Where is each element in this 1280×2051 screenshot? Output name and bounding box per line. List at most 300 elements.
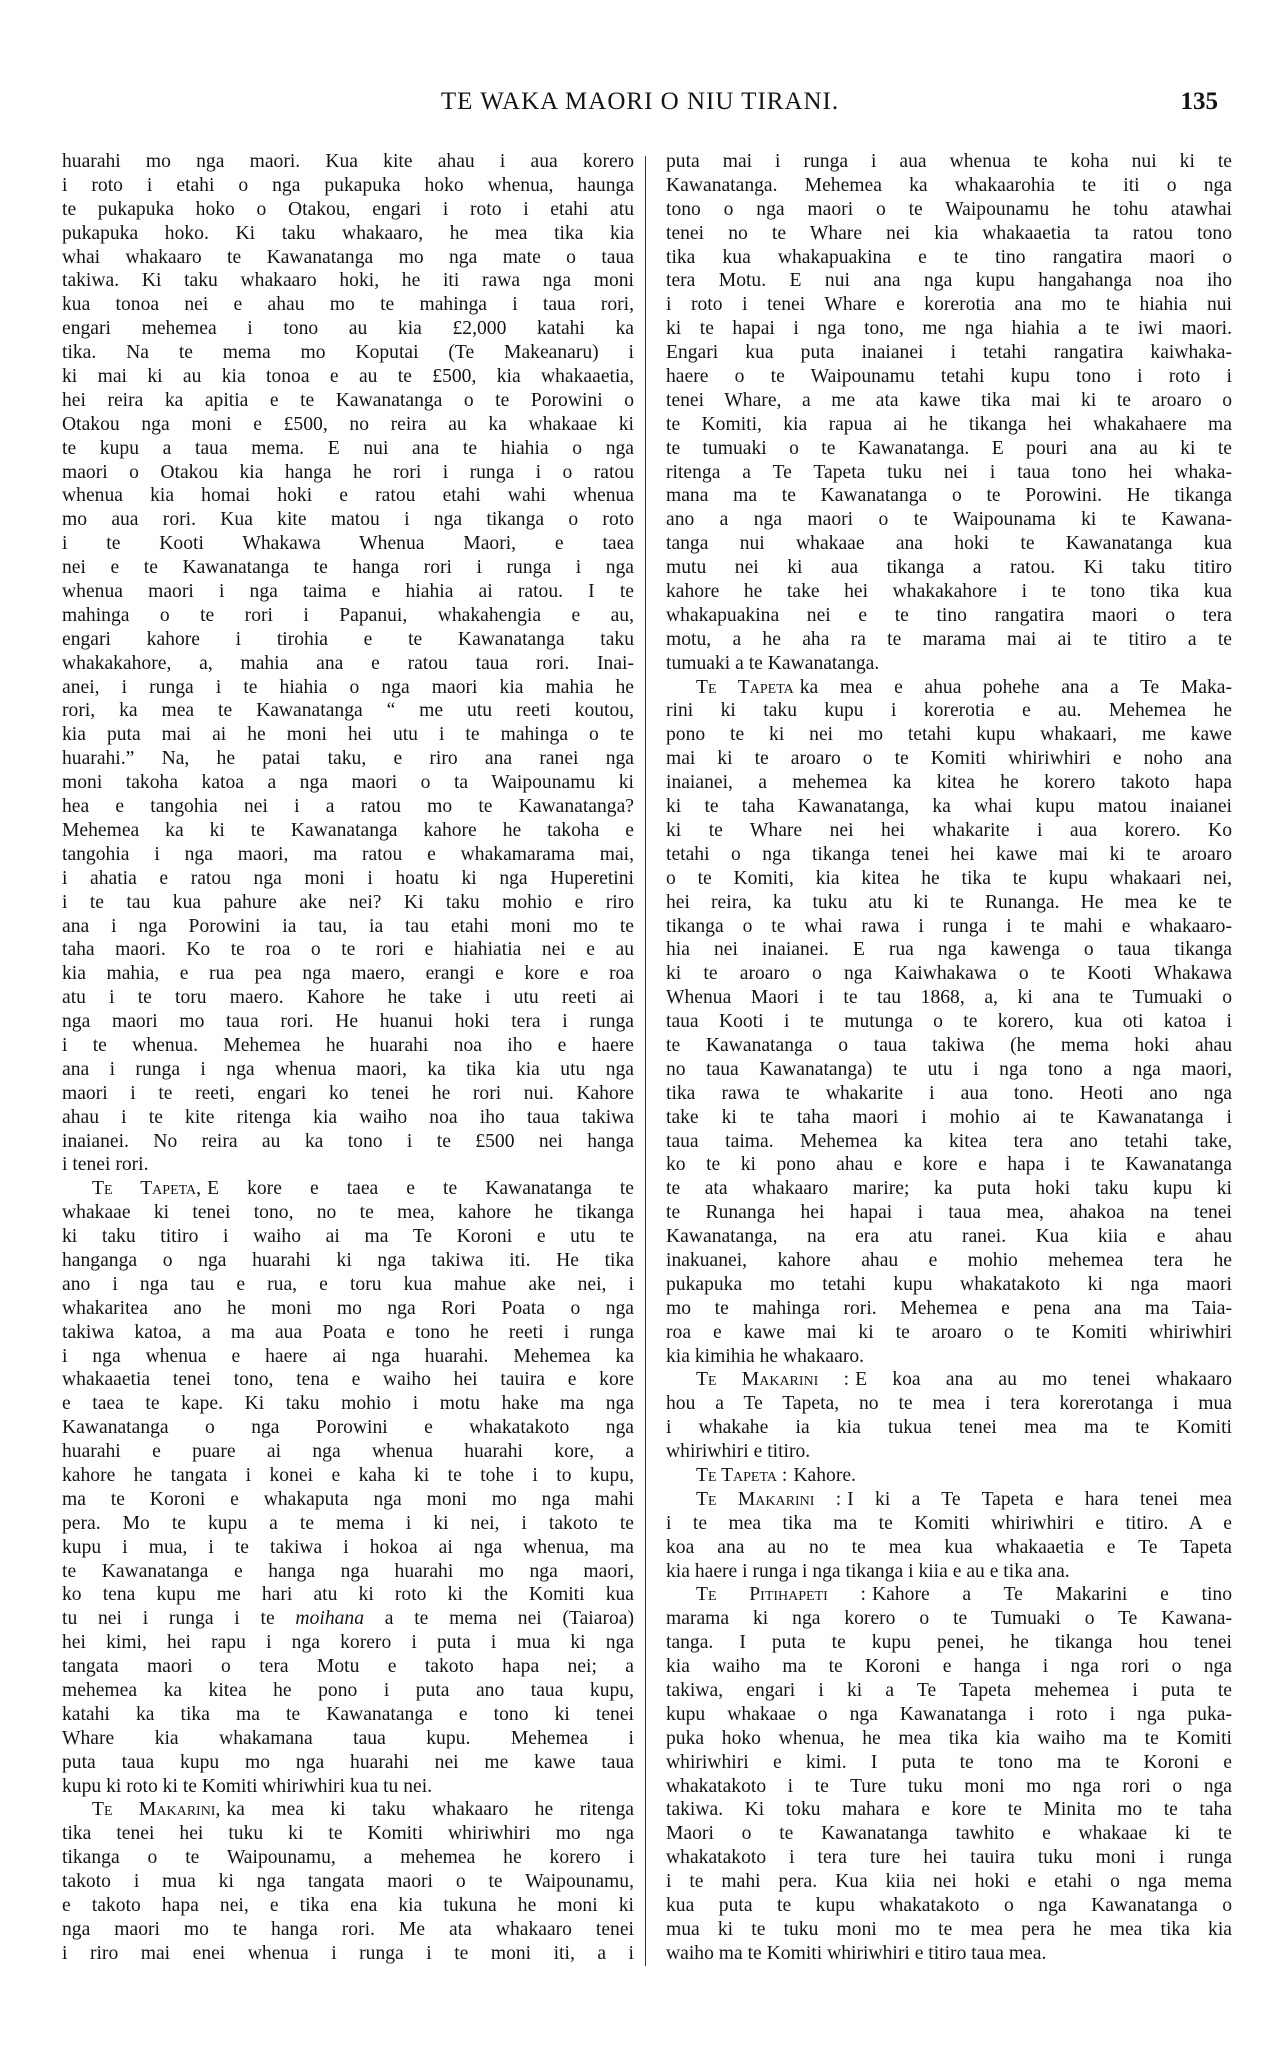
- text-line: [666, 1751, 1232, 1775]
- column-divider: [645, 156, 646, 1966]
- text-line: [666, 1201, 1232, 1225]
- line-text: ahau i te kite ritenga kia waiho noa iho taua takiwa: [62, 1106, 634, 1128]
- line-text: hea e tangohia nei i a ratou mo te Kawanatanga?: [62, 796, 634, 818]
- text-line: [62, 1536, 634, 1560]
- line-text: rini ki taku kupu i korerotia e au. Mehemea he: [666, 700, 1232, 722]
- line-text: inaianei. No reira au ka tono i te £500 nei hanga: [62, 1130, 634, 1152]
- text-line: [666, 365, 1232, 389]
- text-line: [62, 1440, 634, 1464]
- text-line: [62, 1870, 634, 1894]
- line-text: te tumuaki o te Kawanatanga. E pouri ana au ki te: [666, 437, 1232, 459]
- line-text: ritenga a Te Tapeta tuku nei i taua tono hei whaka-: [666, 461, 1232, 483]
- text-line: [666, 1010, 1232, 1034]
- line-text: tika. Na te mema mo Koputai (Te Makeanaru) i: [62, 342, 634, 364]
- text-line: [62, 1918, 634, 1942]
- text-line: [666, 1440, 1232, 1464]
- text-line: [62, 1392, 634, 1416]
- line-text: tenei Whare, a me ata kawe tika mai ki te aroaro o: [666, 389, 1232, 411]
- left-column: [62, 150, 634, 1966]
- text-line: [666, 580, 1232, 604]
- line-text: kia puta mai ai he moni hei utu i te mahinga o te: [62, 724, 634, 746]
- line-text: Whenua Maori i te tau 1868, a, ki ana te Tumuaki o: [666, 987, 1232, 1009]
- text-line: [62, 1846, 634, 1870]
- text-line: [666, 652, 1232, 676]
- line-text: hia nei inaianei. E rua nga kawenga o taua tikanga: [666, 939, 1232, 961]
- line-text: tenei no te Whare nei kia whakaaetia ta ratou tono: [666, 222, 1232, 244]
- text-line: [666, 150, 1232, 174]
- line-text: puta mai i runga i aua whenua te koha nui ki te: [666, 151, 1232, 172]
- text-line: [666, 771, 1232, 795]
- line-text: engari kahore i tirohia e te Kawanatanga taku: [62, 628, 634, 650]
- line-text: tikanga o te Waipounamu, a mehemea he korero i: [62, 1847, 634, 1869]
- text-line: [62, 1082, 634, 1106]
- text-line: [62, 461, 634, 485]
- text-line: [666, 1846, 1232, 1870]
- line-text: ka mea ki taku whakaaro he ritenga: [226, 1799, 634, 1821]
- line-text: ma te Koroni e whakaputa nga moni mo nga mahi: [62, 1488, 634, 1510]
- text-line: [666, 1416, 1232, 1440]
- text-line: [62, 484, 634, 508]
- text-line: [62, 365, 634, 389]
- speech-paragraph: [666, 676, 1232, 1369]
- line-text: no taua Kawanatanga) te utu i nga tono a nga maori,: [666, 1058, 1232, 1080]
- line-text: atu i te toru maero. Kahore he take i utu reeti ai: [62, 987, 634, 1009]
- line-text: whenua maori i nga taima e hiahia ai ratou. I te: [62, 581, 634, 603]
- text-line: [62, 1822, 634, 1846]
- text-line: [62, 341, 634, 365]
- line-segment: tu nei i runga i te: [62, 1608, 296, 1630]
- text-line: [666, 1058, 1232, 1082]
- line-text: take ki te taha maori i mohio ai te Kawanatanga i: [666, 1106, 1232, 1128]
- line-text: Kahore.: [793, 1464, 856, 1486]
- line-text: tumuaki a te Kawanatanga.: [666, 652, 880, 674]
- text-line: [666, 1106, 1232, 1130]
- text-line: [62, 628, 634, 652]
- line-text: Kawanatanga, na era atu ranei. Kua kiia e ahau: [666, 1226, 1232, 1248]
- speaker-name: Te Makarini :: [696, 1488, 842, 1510]
- text-line: [62, 1703, 634, 1727]
- speech-paragraph: [666, 1368, 1232, 1464]
- text-line: [666, 1082, 1232, 1106]
- text-line: [666, 1918, 1232, 1942]
- text-line: [62, 1727, 634, 1751]
- text-line: [62, 1297, 634, 1321]
- line-text: whiriwhiri e titiro.: [666, 1441, 811, 1463]
- text-line: [666, 508, 1232, 532]
- line-text: takiwa katoa, a ma aua Poata e tono he reeti i runga: [62, 1321, 634, 1343]
- text-line: [62, 1153, 634, 1177]
- speech-paragraph: [62, 1177, 634, 1798]
- text-line: [666, 317, 1232, 341]
- text-line: [666, 843, 1232, 867]
- text-line: [666, 1631, 1232, 1655]
- text-line: [62, 1775, 634, 1799]
- line-text: pono te ki nei mo tetahi kupu whakaari, me kawe: [666, 724, 1232, 746]
- line-text: roa e kawe mai ki te aroaro o te Komiti whiriwhiri: [666, 1321, 1232, 1343]
- text-line: [62, 1177, 634, 1201]
- line-text: mai ki te aroaro o te Komiti whiriwhiri e noho ana: [666, 748, 1232, 770]
- text-line: [666, 532, 1232, 556]
- line-text: I ki a Te Tapeta e hara tenei mea: [847, 1488, 1232, 1510]
- line-text: tanga. I puta te kupu penei, he tikanga hou tenei: [666, 1632, 1232, 1654]
- speech-paragraph: [666, 1464, 1232, 1488]
- line-text: ana i runga i nga whenua maori, ka tika kia utu nga: [62, 1058, 634, 1080]
- line-text: Kawanatanga. Mehemea ka whakaarohia te iti o nga: [666, 174, 1232, 196]
- line-text: maori o Otakou kia hanga he rori i runga i o ratou: [62, 461, 634, 483]
- line-text: o te Komiti, kia kitea he tika te kupu whakaari nei,: [666, 867, 1232, 889]
- line-text: kia haere i runga i nga tikanga i kiia e au e tika ana.: [666, 1560, 1070, 1582]
- line-text: i roto i tenei Whare e korerotia ana mo te hiahia nui: [666, 294, 1232, 316]
- text-line: [666, 1130, 1232, 1154]
- line-text: i riro mai enei whenua i runga i te moni iti, a i: [62, 1942, 634, 1964]
- line-text: anei, i runga i te hiahia o nga maori kia mahia he: [62, 676, 634, 698]
- text-line: [62, 437, 634, 461]
- text-line: [62, 389, 634, 413]
- text-line: [62, 532, 634, 556]
- text-line: [62, 676, 634, 700]
- text-line: [62, 246, 634, 270]
- text-line: [666, 198, 1232, 222]
- text-line: [666, 1798, 1232, 1822]
- line-text: hou a Te Tapeta, no te mea i tera korerotanga i mua: [666, 1393, 1232, 1415]
- text-line: [62, 1416, 634, 1440]
- line-text: whiriwhiri e kimi. I puta te tono ma te Koroni e: [666, 1751, 1232, 1773]
- text-line: [62, 317, 634, 341]
- line-text: Otakou nga moni e £500, no reira au ka whakaae ki: [62, 413, 634, 435]
- line-text: mana ma te Kawanatanga o te Porowini. He tikanga: [666, 485, 1232, 507]
- paragraph: [666, 150, 1232, 676]
- text-line: [62, 508, 634, 532]
- line-text: rori, ka mea te Kawanatanga “ me utu reeti koutou,: [62, 700, 634, 722]
- text-line: [62, 699, 634, 723]
- line-text: ana i nga Porowini ia tau, ia tau etahi moni mo te: [62, 915, 634, 937]
- line-text: E koa ana au mo tenei whakaaro: [855, 1369, 1232, 1391]
- line-text: ki te Whare nei hei whakarite i aua korero. Ko: [666, 819, 1232, 841]
- line-text: te pukapuka hoko o Otakou, engari i roto i etahi atu: [62, 198, 634, 220]
- text-line: [666, 1392, 1232, 1416]
- line-text: taua taima. Mehemea ka kitea tera ano tetahi take,: [666, 1130, 1232, 1152]
- line-text: i te tau kua pahure ake nei? Ki taku mohio e riro: [62, 891, 634, 913]
- line-text: mo aua rori. Kua kite matou i nga tikanga o roto: [62, 509, 634, 531]
- text-line: [62, 652, 634, 676]
- line-text: tangata maori o tera Motu e takoto hapa nei; a: [62, 1656, 634, 1678]
- text-line: [666, 723, 1232, 747]
- line-text: huarahi mo nga maori. Kua kite ahau i aua korero: [62, 151, 634, 172]
- line-text: Kahore a Te Makarini e tino: [872, 1584, 1232, 1606]
- line-text: tera Motu. E nui ana nga kupu hangahanga noa iho: [666, 270, 1232, 292]
- text-line: [666, 1488, 1232, 1512]
- line-text: tetahi o nga tikanga tenei hei kawe mai ki te aroaro: [666, 843, 1232, 865]
- speaker-name: Te Tapeta: [696, 676, 794, 698]
- line-text: whakatakoto i te Ture tuku moni mo nga rori o nga: [666, 1775, 1232, 1797]
- text-line: [62, 580, 634, 604]
- line-text: tanga nui whakaae ana hoki te Kawanatanga kua: [666, 533, 1232, 555]
- text-line: [666, 1727, 1232, 1751]
- text-line: [666, 1942, 1232, 1966]
- line-text: hanganga o nga huarahi ki nga takiwa iti. He tika: [62, 1249, 634, 1271]
- text-line: [666, 246, 1232, 270]
- text-line: [62, 1464, 634, 1488]
- text-line: [62, 1583, 634, 1607]
- text-line: [62, 413, 634, 437]
- line-text: i tenei rori.: [62, 1154, 149, 1176]
- text-line: [62, 222, 634, 246]
- text-line: [62, 1225, 634, 1249]
- journal-title: TE WAKA MAORI O NIU TIRANI.: [440, 88, 840, 115]
- text-line: [666, 795, 1232, 819]
- text-line: [62, 556, 634, 580]
- text-line: [666, 1368, 1232, 1392]
- line-text: whakaaetia tenei tono, tena e waiho hei tauira e kore: [62, 1369, 634, 1391]
- line-text: marama ki nga korero o te Tumuaki o Te Kawana-: [666, 1608, 1232, 1630]
- text-line: [62, 986, 634, 1010]
- text-line: [666, 1560, 1232, 1584]
- speaker-name: Te Makarini,: [92, 1799, 221, 1821]
- text-line: [62, 1345, 634, 1369]
- text-line: [62, 1273, 634, 1297]
- line-text: engari mehemea i tono au kia £2,000 katahi ka: [62, 318, 634, 340]
- line-text: E kore e taea e te Kawanatanga te: [207, 1178, 634, 1200]
- line-text: Mehemea ka ki te Kawanatanga kahore he takoha e: [62, 819, 634, 841]
- line-text: nga maori mo te hanga rori. Me ata whakaaro tenei: [62, 1918, 634, 1940]
- text-line: [62, 819, 634, 843]
- text-line: [666, 341, 1232, 365]
- line-text: whakaae ki tenei tono, no te mea, kahore he tikanga: [62, 1202, 634, 1224]
- text-line: [62, 1034, 634, 1058]
- line-text: i whakahe ia kia tukua tenei mea ma te Komiti: [666, 1417, 1232, 1439]
- line-text: te ata whakaaro marire; ka puta hoki taku kupu ki: [666, 1178, 1232, 1200]
- text-line: [62, 1798, 634, 1822]
- line-text: kua tonoa nei e ahau mo te mahinga i taua rori,: [62, 294, 634, 316]
- text-line: [62, 1655, 634, 1679]
- text-line: [666, 1464, 1232, 1488]
- line-text: taua Kooti i te mutunga o te korero, kua oti katoa i: [666, 1011, 1232, 1033]
- text-line: [62, 293, 634, 317]
- text-line: [666, 413, 1232, 437]
- text-line: [666, 1273, 1232, 1297]
- text-line: [62, 269, 634, 293]
- line-text: pukapuka hoko. Ki taku whakaaro, he mea tika kia: [62, 222, 634, 244]
- text-line: [62, 1201, 634, 1225]
- speaker-name: Te Pitihapeti :: [696, 1584, 866, 1606]
- line-text: ka mea e ahua pohehe ana a Te Maka-: [799, 676, 1232, 698]
- text-line: [62, 723, 634, 747]
- text-line: [62, 1942, 634, 1966]
- text-line: [666, 1153, 1232, 1177]
- text-line: [666, 222, 1232, 246]
- line-text: Maori o te Kawanatanga tawhito e whakaae ki te: [666, 1823, 1232, 1845]
- line-text: kia kimihia he whakaaro.: [666, 1345, 865, 1367]
- text-line: [666, 891, 1232, 915]
- line-text: ki te aroaro o nga Kaiwhakawa o te Kooti Whakawa: [666, 963, 1232, 985]
- line-text: inakuanei, kahore ahau e mohio mehemea tera he: [666, 1249, 1232, 1271]
- text-line: [666, 293, 1232, 317]
- text-line: [62, 771, 634, 795]
- text-line: [666, 747, 1232, 771]
- line-text: ki te taha Kawanatanga, ka whai kupu matou inaianei: [666, 796, 1232, 818]
- line-text: ki mai ki au kia tonoa e au te £500, kia whakaaetia,: [62, 366, 634, 388]
- line-text: i te mahi pera. Kua kiia nei hoki e etahi o nga mema: [666, 1871, 1232, 1893]
- text-line: [666, 174, 1232, 198]
- line-text: hei kimi, hei rapu i nga korero i puta i mua ki nga: [62, 1632, 634, 1654]
- line-text: kupu ki roto ki te Komiti whiriwhiri kua tu nei.: [62, 1775, 433, 1797]
- line-text: te Kawanatanga e hanga nga huarahi mo nga maori,: [62, 1560, 634, 1582]
- speaker-name: Te Makarini :: [696, 1369, 850, 1391]
- line-text: kupu i mua, i te takiwa i hokoa ai nga whenua, ma: [62, 1536, 634, 1558]
- line-text: te kupu a taua mema. E nui ana te hiahia o nga: [62, 437, 634, 459]
- text-line: [62, 1010, 634, 1034]
- line-text: koa ana au no te mea kua whakaaetia e Te Tapeta: [666, 1536, 1232, 1558]
- line-text: haere o te Waipounamu tetahi kupu tono i roto i: [666, 366, 1232, 388]
- line-text: whakatakoto i tera ture hei tauira tuku moni i runga: [666, 1847, 1232, 1869]
- text-line: [666, 484, 1232, 508]
- text-line: [666, 269, 1232, 293]
- text-line: [62, 1249, 634, 1273]
- text-line: [666, 1703, 1232, 1727]
- text-line: [62, 1106, 634, 1130]
- text-line: [62, 1488, 634, 1512]
- line-text: takiwa, engari i ki a Te Tapeta mehemea i puta te: [666, 1680, 1232, 1701]
- line-text: te Kawanatanga o taua takiwa (he mema hoki ahau: [666, 1034, 1232, 1056]
- text-line: [62, 1751, 634, 1775]
- speech-paragraph: [62, 1798, 634, 1965]
- line-text: e taea te kape. Ki taku mohio i motu hake ma nga: [62, 1393, 634, 1415]
- line-text: moni takoha katoa a nga maori o ta Waipounamu ki: [62, 772, 634, 794]
- line-text: huarahi.” Na, he patai taku, e riro ana ranei nga: [62, 748, 634, 770]
- line-text: puta taua kupu mo nga huarahi nei me kawe taua: [62, 1751, 634, 1773]
- line-text: tono o nga maori o te Waipounamu he tohu atawhai: [666, 198, 1232, 220]
- line-text: whenua kia homai hoki e ratou etahi wahi whenua: [62, 485, 634, 507]
- text-line: [666, 1512, 1232, 1536]
- text-line: [62, 915, 634, 939]
- speaker-name: Te Tapeta,: [92, 1178, 202, 1200]
- running-head: [0, 88, 1280, 128]
- text-line: [666, 1321, 1232, 1345]
- line-text: ki te hapai i nga tono, me nga hiahia a te iwi maori.: [666, 318, 1232, 340]
- text-line: [62, 1894, 634, 1918]
- line-text: ano i nga tau e rua, e toru kua mahue ake nei, i: [62, 1273, 634, 1295]
- text-line: [666, 1775, 1232, 1799]
- text-line: [62, 1368, 634, 1392]
- speaker-name: Te Tapeta :: [696, 1464, 788, 1486]
- line-text: i nga whenua e haere ai nga huarahi. Mehemea ka: [62, 1345, 634, 1367]
- line-text: tangohia i nga maori, ma ratou e whakamarama mai,: [62, 843, 634, 865]
- line-text: pukapuka mo tetahi kupu whakatakoto ki nga maori: [666, 1273, 1232, 1295]
- line-text: kahore he take hei whakakahore i te tono tika kua: [666, 581, 1232, 603]
- line-text: mehemea ka kitea he pono i puta ano taua kupu,: [62, 1680, 634, 1701]
- line-text: maori i te reeti, engari ko tenei he rori nui. Kahore: [62, 1082, 634, 1104]
- speech-paragraph: [666, 1488, 1232, 1584]
- line-text: waiho ma te Komiti whiriwhiri e titiro taua mea.: [666, 1942, 1047, 1964]
- text-line: [666, 437, 1232, 461]
- line-text: te Runanga hei hapai i taua mea, ahakoa na tenei: [666, 1202, 1232, 1224]
- line-text: nei e te Kawanatanga te hanga rori i runga i nga: [62, 557, 634, 579]
- text-line: [666, 938, 1232, 962]
- line-text: nga maori mo taua rori. He huanui hoki tera i runga: [62, 1011, 634, 1033]
- line-text: i te mea tika ma te Komiti whiriwhiri e titiro. A e: [666, 1512, 1232, 1534]
- text-line: [62, 1321, 634, 1345]
- line-text: i te Kooti Whakawa Whenua Maori, e taea: [62, 533, 634, 555]
- text-line: [666, 628, 1232, 652]
- line-text: i roto i etahi o nga pukapuka hoko whenua, haunga: [62, 174, 634, 196]
- line-text: whai whakaaro te Kawanatanga mo nga mate o taua: [62, 246, 634, 268]
- text-line: [666, 1583, 1232, 1607]
- text-line: [62, 1560, 634, 1584]
- text-line: [62, 150, 634, 174]
- line-text: ko tena kupu me hari atu ki roto ki the Komiti kua: [62, 1584, 634, 1606]
- line-text: kupu whakaae o nga Kawanatanga i roto i nga puka-: [666, 1703, 1232, 1725]
- line-segment: a te mema nei (Taiaroa): [364, 1608, 634, 1630]
- line-text: whakapuakina nei e te tino rangatira maori o tera: [666, 604, 1232, 626]
- line-text: i te whenua. Mehemea he huarahi noa iho e haere: [62, 1034, 634, 1056]
- text-line: [666, 461, 1232, 485]
- text-line: [62, 1058, 634, 1082]
- line-text: mahinga o te rori i Papanui, whakahengia e au,: [62, 604, 634, 626]
- line-text: kia mahia, e rua pea nga maero, erangi e kore e roa: [62, 963, 634, 985]
- text-line: [666, 604, 1232, 628]
- text-line: [62, 1679, 634, 1703]
- line-text: motu, a he aha ra te marama mai ai te titiro a te: [666, 628, 1232, 650]
- line-text: takoto i mua ki nga tangata maori o te Waipounamu,: [62, 1871, 634, 1893]
- text-line: [62, 604, 634, 628]
- line-text: te Komiti, kia rapua ai he tikanga hei whakahaere ma: [666, 413, 1232, 435]
- text-line: [666, 1822, 1232, 1846]
- text-line: [62, 747, 634, 771]
- text-line: [666, 867, 1232, 891]
- text-line: [62, 1512, 634, 1536]
- text-line: [666, 1034, 1232, 1058]
- text-line: [666, 1679, 1232, 1703]
- text-line: [62, 1130, 634, 1154]
- text-line: [666, 986, 1232, 1010]
- text-line: [666, 389, 1232, 413]
- line-text: tika rawa te whakarite i aua tono. Heoti ano nga: [666, 1082, 1232, 1104]
- line-text: inaianei, a mehemea ka kitea he korero takoto hapa: [666, 772, 1232, 794]
- line-text: huarahi e puare ai nga whenua huarahi kore, a: [62, 1441, 634, 1463]
- line-text: mo te mahinga rori. Mehemea e pena ana ma Taia-: [666, 1297, 1232, 1319]
- line-text: kia waiho ma te Koroni e hanga i nga rori o nga: [666, 1656, 1232, 1678]
- line-text: tika tenei hei tuku ki te Komiti whiriwhiri mo nga: [62, 1823, 634, 1845]
- text-line: [666, 1894, 1232, 1918]
- text-line: [666, 676, 1232, 700]
- line-text: mua ki te tuku moni mo te mea pera he mea tika kia: [666, 1918, 1232, 1940]
- text-line: [62, 198, 634, 222]
- line-text: mutu nei ki aua tikanga a ratou. Ki taku titiro: [666, 557, 1232, 579]
- page-number: 135: [1180, 88, 1218, 115]
- text-line: [666, 1177, 1232, 1201]
- text-line: [62, 962, 634, 986]
- line-text: taha maori. Ko te roa o te rori e hiahiatia nei e au: [62, 939, 634, 961]
- text-line: [666, 1297, 1232, 1321]
- line-text: kahore he tangata i konei e kaha ki te tohe i to kupu,: [62, 1464, 634, 1486]
- text-line: [666, 556, 1232, 580]
- line-text: katahi ka tika ma te Kawanatanga e tono ki tenei: [62, 1703, 634, 1725]
- line-text: pera. Mo te kupu a te mema i ki nei, i takoto te: [62, 1512, 634, 1534]
- line-text: ano a nga maori o te Waipounama ki te Kawana-: [666, 509, 1232, 531]
- text-line: [62, 1607, 634, 1631]
- text-line: [62, 867, 634, 891]
- line-text: hei reira ka apitia e te Kawanatanga o te Porowini o: [62, 389, 634, 411]
- text-line: [666, 1870, 1232, 1894]
- line-text: whakaritea ano he moni mo nga Rori Poata o nga: [62, 1297, 634, 1319]
- line-text: hei reira, ka tuku atu ki te Runanga. He mea ke te: [666, 891, 1232, 913]
- text-line: [666, 819, 1232, 843]
- text-line: [62, 1631, 634, 1655]
- line-text: takiwa. Ki toku mahara e kore te Minita mo te taha: [666, 1799, 1232, 1821]
- line-text: whakakahore, a, mahia ana e ratou taua rori. Inai-: [62, 652, 634, 674]
- text-line: [666, 1249, 1232, 1273]
- text-line: [666, 1345, 1232, 1369]
